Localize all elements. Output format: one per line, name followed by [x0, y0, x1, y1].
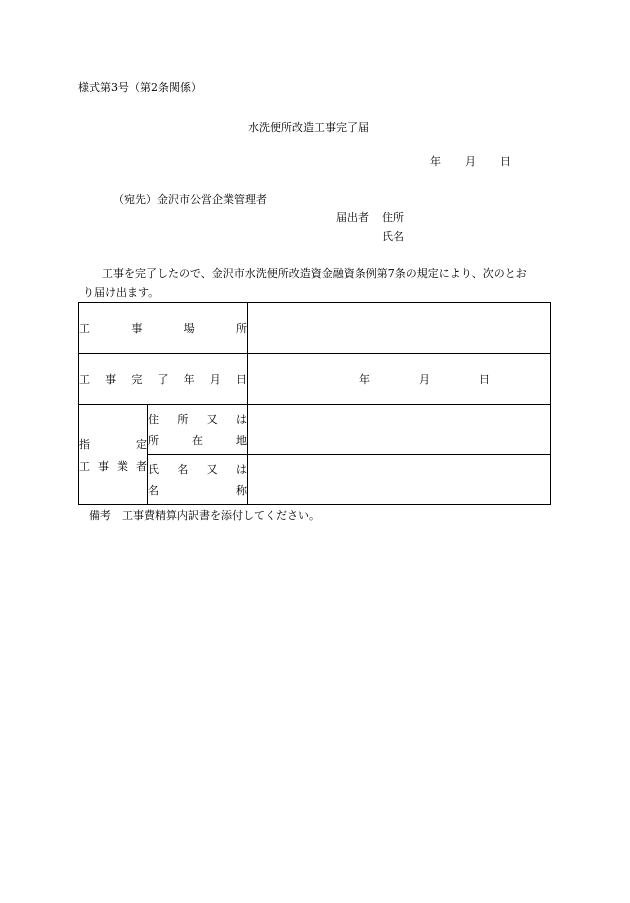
label-char: 指 [79, 437, 90, 451]
label-char: 日 [235, 373, 247, 386]
completion-date-value[interactable] [248, 354, 551, 405]
label-char: 業 [117, 459, 128, 473]
label-char: 名 [148, 484, 159, 497]
label-char: 事 [131, 322, 143, 335]
contractor-address-value[interactable] [248, 405, 551, 455]
completion-date-year: 年 [359, 373, 370, 386]
work-location-label [79, 303, 248, 354]
label-char: 又 [206, 413, 218, 426]
label-char: 名 [177, 463, 189, 476]
contractor-name-value[interactable] [248, 455, 551, 505]
applicant-address-label: 住所 [382, 211, 404, 224]
date-day: 日 [500, 155, 511, 168]
designated-contractor-label [79, 405, 148, 505]
label-char: 定 [136, 437, 147, 451]
label-char: は [235, 413, 247, 426]
date-year: 年 [430, 155, 441, 168]
label-char: 者 [136, 459, 147, 473]
label-char: 事 [98, 459, 109, 473]
applicant-name-label: 氏名 [382, 230, 404, 243]
document-title: 水洗便所改造工事完了届 [248, 121, 369, 134]
body-text-line-1: 工事を完了したので、金沢市水洗便所改造資金融資条例第7条の規定により、次のとお [102, 267, 527, 280]
date-month: 月 [465, 155, 476, 168]
label-char: 又 [206, 463, 218, 476]
label-char: 所 [148, 434, 159, 447]
table-row-location [79, 303, 551, 354]
label-char: 事 [105, 373, 117, 386]
label-char: 称 [236, 484, 247, 497]
completion-date-label [79, 354, 248, 405]
applicant-label: 届出者 [336, 211, 369, 224]
label-char: 所 [235, 322, 247, 335]
form-number: 様式第3号（第2条関係） [78, 81, 202, 94]
addressee: （宛先）金沢市公営企業管理者 [113, 193, 267, 206]
label-char: 住 [148, 413, 159, 426]
table-row-completion-date [79, 354, 551, 405]
label-char: 了 [157, 373, 169, 386]
label-char: 工 [79, 373, 90, 386]
label-char: 工 [79, 322, 90, 335]
completion-table [78, 302, 551, 505]
completion-date-day: 日 [479, 373, 490, 386]
label-char: 地 [236, 434, 247, 447]
remarks: 備考 工事費精算内訳書を添付してください。 [89, 509, 320, 522]
work-location-value[interactable] [248, 303, 551, 354]
label-char: 所 [177, 413, 189, 426]
address-label [148, 405, 248, 455]
label-char: 工 [79, 459, 90, 473]
label-char: は [235, 463, 247, 476]
label-char: 在 [192, 434, 203, 447]
table-row-contractor-address [79, 405, 551, 455]
completion-date-month: 月 [419, 373, 430, 386]
label-char: 氏 [148, 463, 159, 476]
label-char: 場 [183, 322, 195, 335]
table-row-contractor-name [79, 455, 551, 505]
label-char: 月 [209, 373, 221, 386]
name-label [148, 455, 248, 505]
label-char: 完 [131, 373, 143, 386]
body-text-line-2: り届け出ます。 [83, 286, 160, 299]
label-char: 年 [183, 373, 195, 386]
